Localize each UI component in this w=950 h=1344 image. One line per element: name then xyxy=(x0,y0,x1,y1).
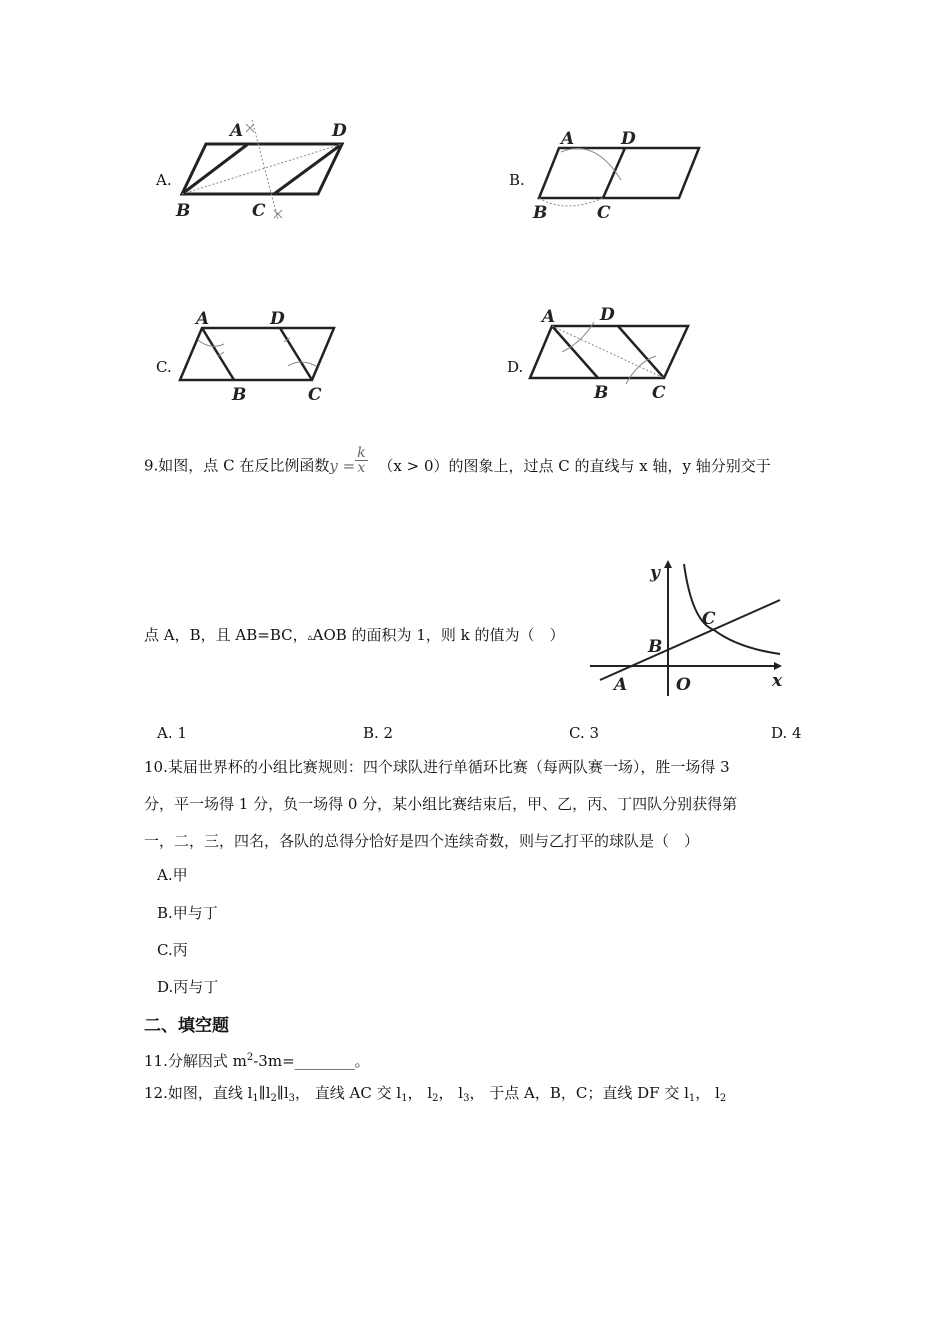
parallelogram-d-diagram xyxy=(522,300,722,410)
q12-sub-1: 1 xyxy=(252,1093,259,1104)
q12-text-1: 12.如图，直线 l xyxy=(144,1084,253,1102)
q12-text-2: ∥l xyxy=(258,1084,271,1102)
point-b-label: B xyxy=(176,201,191,221)
q9-stem-part3: AOB 的面积为 1，则 k 的值为（ ） xyxy=(312,626,565,644)
q10-line1: 10.某届世界杯的小组比赛规则：四个球队进行单循环比赛（每两队赛一场），胜一场得 3 xyxy=(144,758,730,776)
q9-stem-line1 xyxy=(144,445,771,481)
q12-sub-2: 2 xyxy=(270,1093,277,1104)
q10-choice-b: B.甲与丁 xyxy=(157,904,218,922)
origin-label: O xyxy=(676,675,691,695)
point-a-label: A xyxy=(561,129,575,149)
q9-fraction-denominator: x xyxy=(357,460,366,476)
inverse-proportion-graph xyxy=(588,556,788,701)
q12-sub-6: 3 xyxy=(463,1093,470,1104)
q12-sub-7: 1 xyxy=(688,1093,696,1104)
q11-suffix: -3m=________。 xyxy=(253,1052,370,1070)
point-c-label: C xyxy=(308,385,322,405)
point-b-label: B xyxy=(648,637,663,657)
point-d-label: D xyxy=(270,309,285,329)
q9-fraction xyxy=(355,446,367,475)
q12-sub-4: 1 xyxy=(401,1093,408,1104)
q8-option-d-label: D. xyxy=(507,358,524,376)
q8-option-b-label: B. xyxy=(509,171,525,189)
point-d-label: D xyxy=(600,305,615,325)
q10-line2: 分，平一场得 1 分，负一场得 0 分，某小组比赛结束后，甲、乙，丙、丁四队分别获得第 xyxy=(144,795,738,813)
q12-text-3: ∥l xyxy=(276,1084,289,1102)
q9-stem-part1: 9.如图，点 C 在反比例函数 xyxy=(144,456,330,475)
q10-choice-c: C.丙 xyxy=(157,941,188,959)
q12-sub-5: 2 xyxy=(432,1093,439,1104)
q12-text-8: ， l xyxy=(695,1084,720,1102)
q12-sub-3: 3 xyxy=(288,1093,296,1104)
q9-condition: （x > 0）的图象上，过点 C 的直线与 x 轴，y 轴分别交于 xyxy=(378,456,771,475)
point-d-label: D xyxy=(621,129,636,149)
point-a-label: A xyxy=(196,309,210,329)
point-d-label: D xyxy=(332,121,347,141)
q8-option-a-label: A. xyxy=(156,171,172,189)
q11-line xyxy=(144,1048,370,1071)
triangle-symbol: ▵ xyxy=(307,632,313,643)
q9-choice-b: B. 2 xyxy=(363,724,394,742)
parallelogram-a-diagram xyxy=(170,112,370,227)
q12-text-7: ， 于点 A，B，C；直线 DF 交 l xyxy=(469,1084,689,1102)
point-b-label: B xyxy=(594,383,609,403)
section-title: 二、填空题 xyxy=(144,1016,229,1036)
q12-text-5: ， l xyxy=(407,1084,433,1102)
q11-exponent: 2 xyxy=(246,1052,254,1063)
q9-stem-part2: 点 A，B，且 AB=BC， xyxy=(144,626,308,644)
q9-formula xyxy=(329,445,367,476)
point-c-label: C xyxy=(252,201,266,221)
q9-choice-a: A. 1 xyxy=(157,724,187,742)
q12-line xyxy=(144,1083,726,1109)
point-b-label: B xyxy=(533,203,548,223)
q12-text-6: ， l xyxy=(438,1084,464,1102)
parallelogram-b-diagram xyxy=(525,118,715,228)
y-axis-label: y xyxy=(650,563,660,583)
q8-figure-b xyxy=(525,118,715,228)
point-b-label: B xyxy=(232,385,247,405)
point-a-label: A xyxy=(542,307,556,327)
q11-prefix: 11.分解因式 m xyxy=(144,1052,247,1070)
q10-line3: 一，二，三，四名，各队的总得分恰好是四个连续奇数，则与乙打平的球队是（ ） xyxy=(144,832,700,850)
point-c-label: C xyxy=(702,609,716,629)
x-axis-label: x xyxy=(772,671,783,691)
point-c-label: C xyxy=(652,383,666,403)
q8-figure-a xyxy=(170,112,370,227)
q9-choice-d: D. 4 xyxy=(771,724,802,742)
parallelogram-c-diagram xyxy=(170,306,370,411)
q9-graph xyxy=(588,556,788,701)
q8-option-c-label: C. xyxy=(156,358,172,376)
q10-choice-d: D.丙与丁 xyxy=(157,978,219,996)
q8-figure-c xyxy=(170,306,370,411)
q12-sub-8: 2 xyxy=(719,1093,727,1104)
q10-choice-a: A.甲 xyxy=(157,866,188,884)
q9-choice-c: C. 3 xyxy=(569,724,600,742)
point-a-label: A xyxy=(614,675,628,695)
point-c-label: C xyxy=(597,203,611,223)
q9-fraction-numerator: k xyxy=(357,445,366,461)
q12-text-4: ， 直线 AC 交 l xyxy=(295,1084,402,1102)
q9-formula-lhs: y = xyxy=(329,456,356,475)
q9-stem-line2 xyxy=(144,625,565,648)
point-a-label: A xyxy=(230,121,244,141)
q8-figure-d xyxy=(522,300,722,410)
